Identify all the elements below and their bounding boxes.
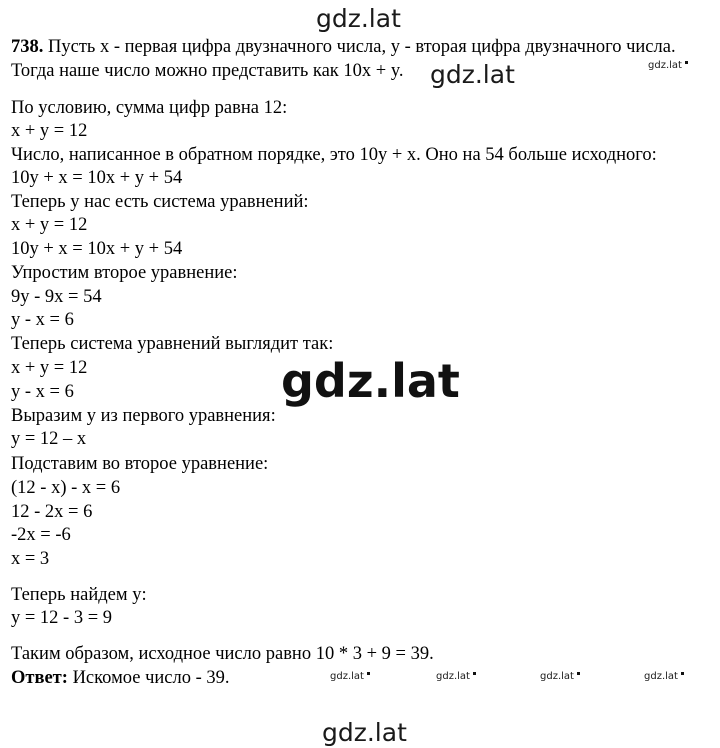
problem-number: 738.: [11, 37, 44, 57]
problem-line-3: По условию, сумма цифр равна 12:: [11, 98, 288, 118]
watermark-bottom-row-3: gdz.lat: [540, 671, 580, 682]
problem-line-1: 738. Пусть x - первая цифра двузначного числа, y - вторая цифра двузначного числа.: [11, 37, 676, 57]
problem-line-18: Подставим во второе уравнение:: [11, 454, 269, 474]
watermark-bottom-row-4: gdz.lat: [644, 671, 684, 682]
problem-line-20: 12 - 2x = 6: [11, 502, 93, 522]
watermark-small-right: gdz.lat: [648, 60, 688, 71]
problem-line-4: x + y = 12: [11, 121, 88, 141]
problem-line-8: x + y = 12: [11, 215, 88, 235]
problem-line-2: Тогда наше число можно представить как 10x + y.: [11, 61, 404, 81]
watermark-bottom-row-2: gdz.lat: [436, 671, 476, 682]
problem-line-21: -2x = -6: [11, 525, 71, 545]
problem-line-11: 9y - 9x = 54: [11, 287, 102, 307]
answer-label: Ответ:: [11, 668, 68, 688]
problem-line-25: Таким образом, исходное число равно 10 * 3 + 9 = 39.: [11, 644, 434, 664]
problem-line-5: Число, написанное в обратном порядке, это 10y + x. Оно на 54 больше исходного:: [11, 145, 657, 165]
problem-line-9: 10y + x = 10x + y + 54: [11, 239, 183, 259]
watermark-center: gdz.lat: [281, 354, 460, 408]
problem-line-14: x + y = 12: [11, 358, 88, 378]
problem-line-17: y = 12 – x: [11, 429, 87, 449]
watermark-bottom: gdz.lat: [322, 718, 407, 747]
answer-line: [11, 667, 230, 689]
problem-line-10: Упростим второе уравнение:: [11, 263, 238, 283]
problem-line-12: y - x = 6: [11, 310, 74, 330]
watermark-top: gdz.lat: [316, 4, 401, 33]
problem-line-15: y - x = 6: [11, 382, 74, 402]
problem-line-6: 10y + x = 10x + y + 54: [11, 168, 183, 188]
answer-text: Искомое число - 39.: [67, 668, 230, 688]
problem-line-7: Теперь у нас есть система уравнений:: [11, 192, 309, 212]
problem-line-23: Теперь найдем y:: [11, 585, 147, 605]
problem-line-22: x = 3: [11, 549, 50, 569]
problem-line-16: Выразим y из первого уравнения:: [11, 406, 276, 426]
problem-line-24: y = 12 - 3 = 9: [11, 608, 113, 628]
watermark-line2: gdz.lat: [430, 60, 515, 89]
problem-line-19: (12 - x) - x = 6: [11, 478, 121, 498]
watermark-bottom-row-1: gdz.lat: [330, 671, 370, 682]
problem-line-13: Теперь система уравнений выглядит так:: [11, 334, 334, 354]
